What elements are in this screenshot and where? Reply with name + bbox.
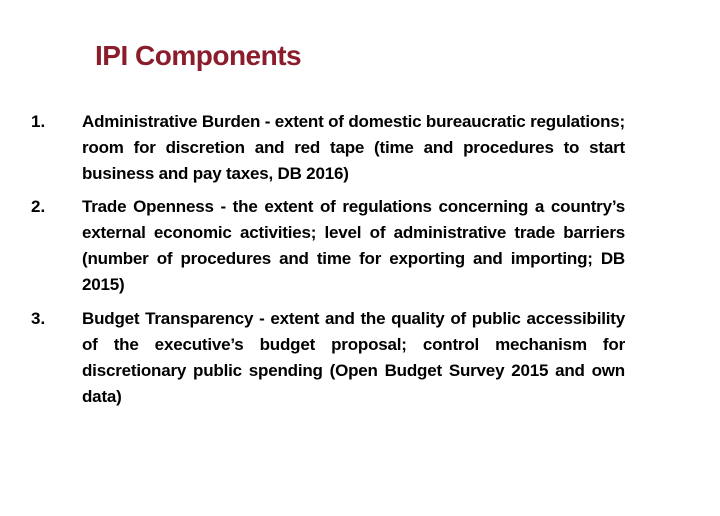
list-item-trade-openness [31,194,625,298]
slide-title: IPI Components [95,40,302,71]
list-item-number: 2. [31,197,46,216]
list-item-text: Trade Openness - the extent of regulations concerning a country’s external economic activities; level of administrative trade barriers (number of procedures and time for exporting and importing; DB 2015) [82,197,625,294]
list-item-administrative-burden [31,109,625,187]
list-item-number: 3. [31,309,46,328]
list-item-budget-transparency [31,306,625,410]
list-item-number: 1. [31,112,46,131]
list-item-text: Administrative Burden - extent of domestic bureaucratic regulations; room for discretion and red tape (time and procedures to start business and pay taxes, DB 2016) [82,112,625,183]
list-item-text: Budget Transparency - extent and the quality of public accessibility of the executive’s budget proposal; control mechanism for discretionary public spending (Open Budget Survey 2015 and own data) [82,309,625,406]
